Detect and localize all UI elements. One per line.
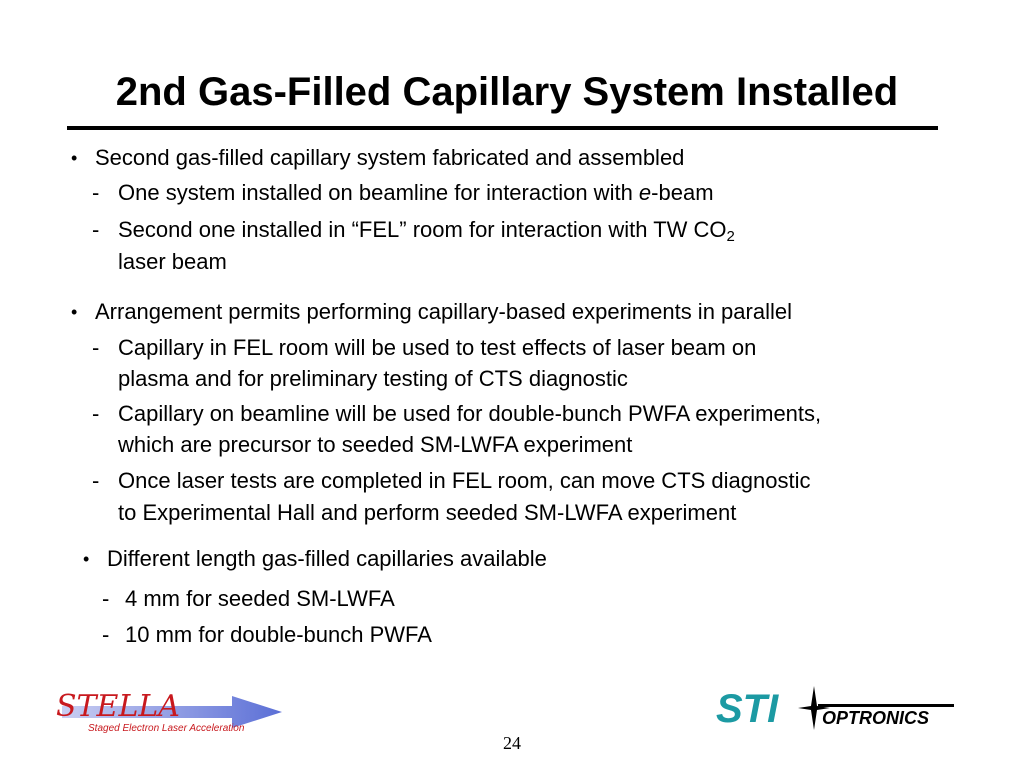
sub-bullet-dash: -: [102, 586, 110, 611]
optronics-wordmark: OPTRONICS: [822, 708, 930, 728]
bullet-dot: •: [71, 148, 78, 168]
sub-bullet-text: Capillary in FEL room will be used to test effects of laser beam on: [118, 335, 757, 360]
sub-bullet-dash: -: [92, 335, 100, 360]
sub-bullet-dash: -: [92, 217, 100, 242]
sub-bullet-text: 10 mm for double-bunch PWFA: [125, 622, 432, 647]
sub-bullet-dash: -: [92, 468, 100, 493]
sti-optronics-logo: [714, 684, 958, 730]
bullet-text: Different length gas-filled capillaries available: [107, 546, 547, 571]
sub-bullet-text: laser beam: [118, 249, 227, 274]
sub-bullet-text: 4 mm for seeded SM-LWFA: [125, 586, 395, 611]
slide-title: 2nd Gas-Filled Capillary System Installed: [115, 70, 899, 114]
bullet-dot: •: [83, 549, 90, 569]
sub-bullet-dash: -: [102, 622, 110, 647]
sti-wordmark: STI: [716, 687, 779, 730]
sub-bullet-text: Second one installed in “FEL” room for interaction with TW $CO_2$: [118, 217, 735, 245]
sub-bullet-text: to Experimental Hall and perform seeded SM-LWFA experiment: [118, 500, 737, 525]
optronics-rule: [818, 704, 954, 707]
sub-bullet-text: Once laser tests are completed in FEL room, can move CTS diagnostic: [118, 468, 811, 493]
stella-wordmark: STELLA: [56, 689, 180, 724]
bullet-dot: •: [71, 302, 78, 322]
sub-bullet-dash: -: [92, 401, 100, 426]
sub-bullet-text: One system installed on beamline for interaction with e-beam: [118, 180, 714, 205]
stella-tagline: Staged Electron Laser Acceleration: [88, 723, 245, 734]
sub-bullet-text: which are precursor to seeded SM-LWFA experiment: [118, 432, 633, 457]
sub-bullet-text: Capillary on beamline will be used for double-bunch PWFA experiments,: [118, 401, 822, 426]
stella-logo: [52, 686, 284, 734]
bullet-text: Arrangement permits performing capillary-based experiments in parallel: [95, 299, 792, 324]
page-number: 24: [503, 733, 521, 753]
bullet-text: Second gas-filled capillary system fabricated and assembled: [95, 145, 685, 170]
sub-bullet-text: plasma and for preliminary testing of CTS diagnostic: [118, 366, 628, 391]
sub-bullet-dash: -: [92, 180, 100, 205]
